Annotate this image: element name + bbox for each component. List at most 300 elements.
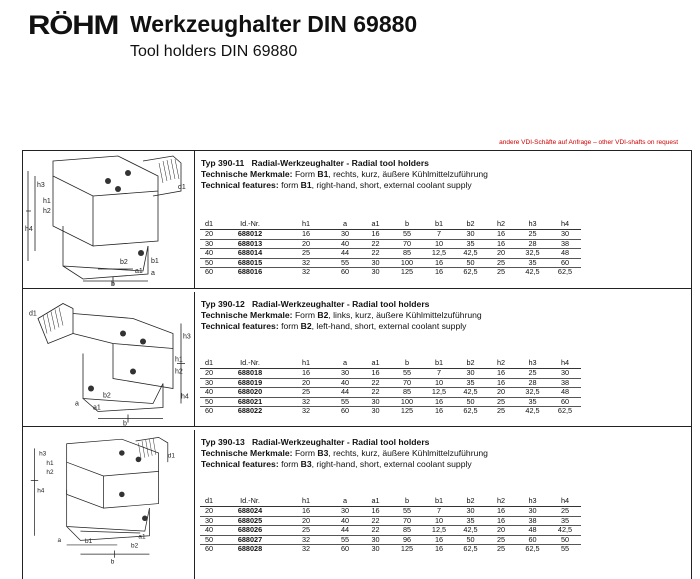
table-cell: 50 xyxy=(200,397,218,407)
id-number-cell: 688018 xyxy=(218,369,282,379)
tech-de-label: Technische Merkmale: xyxy=(201,448,293,458)
column-header-text: d1 xyxy=(204,357,214,367)
id-number-cell: 688012 xyxy=(218,230,282,240)
svg-text:h3: h3 xyxy=(37,182,45,189)
table-cell: 30 xyxy=(330,230,360,240)
table-row xyxy=(200,535,581,545)
table-cell: 16 xyxy=(423,407,455,416)
table-cell: 62,5 xyxy=(455,407,486,416)
column-header xyxy=(391,217,423,230)
type-code: Typ 390-12 xyxy=(201,299,245,309)
tech-de-label: Technische Merkmale: xyxy=(201,169,293,179)
column-header xyxy=(330,217,360,230)
type-name: Radial-Werkzeughalter - Radial tool holders xyxy=(251,158,429,168)
svg-text:h2: h2 xyxy=(175,368,183,376)
id-number-cell: 688026 xyxy=(218,526,282,536)
table-cell: 44 xyxy=(330,526,360,536)
table-cell: 35 xyxy=(516,258,549,268)
svg-text:h3: h3 xyxy=(183,333,191,341)
table-cell: 16 xyxy=(486,369,516,379)
table-cell: 25 xyxy=(486,258,516,268)
table-cell: 32 xyxy=(282,397,330,407)
table-cell: 16 xyxy=(423,545,455,554)
table-cell: 100 xyxy=(391,258,423,268)
table-cell: 12,5 xyxy=(423,388,455,398)
table-cell: 55 xyxy=(549,545,581,554)
column-header xyxy=(549,494,581,507)
column-header xyxy=(516,494,549,507)
table-row xyxy=(200,268,581,277)
column-header-text: d1 xyxy=(204,218,214,228)
table-cell: 16 xyxy=(282,230,330,240)
svg-text:h4: h4 xyxy=(37,487,45,495)
table-cell: 60 xyxy=(200,407,218,416)
table-cell: 30 xyxy=(200,239,218,249)
table-cell: 16 xyxy=(360,369,391,379)
table-cell: 42,5 xyxy=(549,526,581,536)
table-cell: 55 xyxy=(330,258,360,268)
column-header-text: b2 xyxy=(466,218,475,228)
table-cell: 55 xyxy=(391,230,423,240)
table-cell: 10 xyxy=(423,239,455,249)
table-cell: 28 xyxy=(516,378,549,388)
table-cell: 20 xyxy=(200,230,218,240)
column-header-text: a1 xyxy=(371,495,380,505)
table-cell: 10 xyxy=(423,516,455,526)
table-cell: 20 xyxy=(282,239,330,249)
table-cell: 32 xyxy=(282,535,330,545)
table-cell: 25 xyxy=(549,507,581,517)
table-cell: 48 xyxy=(549,388,581,398)
table-cell: 32 xyxy=(282,407,330,416)
tech-de-form: B3 xyxy=(317,448,329,458)
table-row xyxy=(200,230,581,240)
table-cell: 32 xyxy=(282,258,330,268)
column-header xyxy=(330,356,360,369)
table-cell: 16 xyxy=(423,258,455,268)
page-subtitle: Tool holders DIN 69880 xyxy=(130,43,298,60)
product-table-frame xyxy=(22,150,692,579)
table-cell: 55 xyxy=(391,507,423,517)
table-cell: 25 xyxy=(282,526,330,536)
table-cell: 25 xyxy=(516,369,549,379)
table-cell: 85 xyxy=(391,526,423,536)
type-code: Typ 390-11 xyxy=(201,158,245,168)
drawing-390-13 xyxy=(23,430,195,579)
table-cell: 60 xyxy=(549,397,581,407)
table-cell: 30 xyxy=(360,397,391,407)
column-header-text: h2 xyxy=(496,218,506,228)
table-row xyxy=(200,369,581,379)
table-cell: 30 xyxy=(549,369,581,379)
table-cell: 32,5 xyxy=(516,388,549,398)
table-cell: 44 xyxy=(330,249,360,259)
table-cell: 30 xyxy=(455,507,486,517)
table-cell: 16 xyxy=(486,239,516,249)
tech-de-form: B2 xyxy=(317,310,329,320)
technical-drawing-b1 xyxy=(23,151,194,288)
table-cell: 30 xyxy=(455,230,486,240)
table-cell: 40 xyxy=(200,249,218,259)
column-header xyxy=(360,217,391,230)
table-cell: 22 xyxy=(360,249,391,259)
table-cell: 60 xyxy=(516,535,549,545)
table-cell: 20 xyxy=(200,369,218,379)
table-cell: 30 xyxy=(360,535,391,545)
table-cell: 50 xyxy=(200,535,218,545)
table-cell: 30 xyxy=(330,369,360,379)
table-cell: 42,5 xyxy=(516,407,549,416)
tech-en-label: Technical features: xyxy=(201,321,279,331)
column-header xyxy=(330,494,360,507)
table-row xyxy=(200,239,581,249)
table-cell: 30 xyxy=(200,516,218,526)
table-cell: 42,5 xyxy=(455,388,486,398)
table-cell: 60 xyxy=(330,268,360,277)
table-cell: 55 xyxy=(330,397,360,407)
id-number-cell: 688015 xyxy=(218,258,282,268)
table-cell: 42,5 xyxy=(516,268,549,277)
table-cell: 12,5 xyxy=(423,526,455,536)
table-cell: 50 xyxy=(455,397,486,407)
table-cell: 40 xyxy=(330,516,360,526)
svg-text:b2: b2 xyxy=(131,542,139,550)
column-header-text: h4 xyxy=(560,357,570,367)
table-cell: 62,5 xyxy=(516,545,549,554)
table-row xyxy=(200,407,581,416)
svg-text:b2: b2 xyxy=(120,259,128,266)
table-cell: 25 xyxy=(486,407,516,416)
table-cell: 125 xyxy=(391,407,423,416)
tech-en-label: Technical features: xyxy=(201,180,279,190)
column-header xyxy=(200,356,218,369)
table-row xyxy=(200,545,581,554)
column-header-text: h3 xyxy=(528,495,537,505)
tech-en-form: B1 xyxy=(300,180,312,190)
table-row xyxy=(200,526,581,536)
table-cell: 30 xyxy=(360,268,391,277)
tech-de-form: B1 xyxy=(317,169,329,179)
column-header xyxy=(218,217,282,230)
svg-text:b2: b2 xyxy=(103,392,111,400)
table-cell: 40 xyxy=(330,378,360,388)
column-header-text: b xyxy=(404,495,410,505)
spec-table-390-13 xyxy=(200,494,581,554)
table-cell: 44 xyxy=(330,388,360,398)
table-cell: 40 xyxy=(330,239,360,249)
table-cell: 25 xyxy=(486,397,516,407)
column-header xyxy=(360,494,391,507)
column-header xyxy=(455,494,486,507)
id-number-cell: 688016 xyxy=(218,268,282,277)
table-row xyxy=(200,397,581,407)
column-header-text: h1 xyxy=(301,218,311,228)
table-cell: 32 xyxy=(282,268,330,277)
tech-de-pre: Form xyxy=(294,448,318,458)
svg-text:a1: a1 xyxy=(93,404,101,412)
table-cell: 22 xyxy=(360,239,391,249)
column-header-text: a xyxy=(342,218,348,228)
table-cell: 20 xyxy=(486,526,516,536)
column-header-text: h1 xyxy=(301,495,311,505)
column-header-text: Id.-Nr. xyxy=(240,357,260,367)
table-cell: 100 xyxy=(391,397,423,407)
table-header-row xyxy=(200,356,581,369)
tech-en-rest: , right-hand, short, external coolant supply xyxy=(311,459,472,469)
table-cell: 42,5 xyxy=(455,249,486,259)
table-cell: 22 xyxy=(360,388,391,398)
table-cell: 96 xyxy=(391,535,423,545)
table-cell: 70 xyxy=(391,516,423,526)
table-cell: 85 xyxy=(391,249,423,259)
table-cell: 62,5 xyxy=(455,545,486,554)
svg-text:d1: d1 xyxy=(167,452,175,460)
column-header-text: d1 xyxy=(204,495,214,505)
drawing-390-11 xyxy=(23,151,195,288)
type-name: Radial-Werkzeughalter - Radial tool holders xyxy=(251,437,430,447)
table-row xyxy=(200,249,581,259)
column-header xyxy=(455,217,486,230)
table-cell: 7 xyxy=(423,369,455,379)
table-cell: 35 xyxy=(516,397,549,407)
tech-de-rest: , rechts, kurz, äußere Kühlmittelzuführung xyxy=(328,448,488,458)
table-cell: 7 xyxy=(423,230,455,240)
table-cell: 30 xyxy=(360,545,391,554)
tech-de-rest: , rechts, kurz, äußere Kühlmittelzuführung xyxy=(328,169,488,179)
column-header-text: a xyxy=(342,495,348,505)
svg-text:h1: h1 xyxy=(46,459,54,467)
table-cell: 50 xyxy=(200,258,218,268)
section-390-12 xyxy=(23,292,691,427)
svg-text:a: a xyxy=(57,537,62,545)
column-header xyxy=(282,356,330,369)
column-header xyxy=(360,356,391,369)
svg-text:a: a xyxy=(75,400,79,408)
table-cell: 16 xyxy=(360,230,391,240)
tech-en-form: B2 xyxy=(300,321,312,331)
technical-drawing-b3 xyxy=(23,430,194,567)
table-cell: 16 xyxy=(423,268,455,277)
column-header-text: Id.-Nr. xyxy=(240,495,260,505)
column-header xyxy=(486,494,516,507)
table-cell: 20 xyxy=(486,388,516,398)
svg-text:b1: b1 xyxy=(151,258,159,265)
column-header xyxy=(455,356,486,369)
svg-text:b: b xyxy=(110,558,115,566)
tech-en-label: Technical features: xyxy=(201,459,279,469)
id-number-cell: 688014 xyxy=(218,249,282,259)
table-cell: 60 xyxy=(200,268,218,277)
table-cell: 125 xyxy=(391,545,423,554)
table-header-row xyxy=(200,217,581,230)
column-header xyxy=(549,356,581,369)
table-cell: 10 xyxy=(423,378,455,388)
logo: RÖHM xyxy=(28,10,119,40)
column-header-text: b1 xyxy=(434,357,444,367)
table-cell: 50 xyxy=(455,258,486,268)
table-cell: 48 xyxy=(516,526,549,536)
column-header xyxy=(282,217,330,230)
svg-text:h2: h2 xyxy=(43,208,51,215)
table-cell: 60 xyxy=(200,545,218,554)
table-cell: 55 xyxy=(330,535,360,545)
column-header xyxy=(486,217,516,230)
table-cell: 62,5 xyxy=(549,407,581,416)
table-cell: 32,5 xyxy=(516,249,549,259)
column-header xyxy=(218,356,282,369)
column-header xyxy=(391,356,423,369)
note-other-shafts: andere VDI-Schäfte auf Anfrage – other VDI-shafts on request xyxy=(499,139,678,146)
column-header-text: h3 xyxy=(528,357,537,367)
section-390-13 xyxy=(23,430,691,579)
table-cell: 62,5 xyxy=(455,268,486,277)
table-cell: 20 xyxy=(200,507,218,517)
id-number-cell: 688025 xyxy=(218,516,282,526)
svg-text:h4: h4 xyxy=(181,393,189,401)
tech-en-rest: , right-hand, short, external coolant supply xyxy=(311,180,472,190)
svg-text:a1: a1 xyxy=(138,533,146,541)
table-cell: 35 xyxy=(549,516,581,526)
column-header xyxy=(549,217,581,230)
table-cell: 16 xyxy=(486,378,516,388)
table-cell: 70 xyxy=(391,239,423,249)
column-header-text: b xyxy=(404,218,410,228)
table-cell: 16 xyxy=(360,507,391,517)
table-cell: 35 xyxy=(455,378,486,388)
table-cell: 25 xyxy=(282,249,330,259)
table-cell: 40 xyxy=(200,388,218,398)
svg-text:a1: a1 xyxy=(135,268,143,275)
table-cell: 32 xyxy=(282,545,330,554)
column-header-text: h4 xyxy=(560,495,570,505)
column-header-text: a xyxy=(342,357,348,367)
table-cell: 22 xyxy=(360,516,391,526)
table-cell: 85 xyxy=(391,388,423,398)
table-cell: 125 xyxy=(391,268,423,277)
column-header-text: h3 xyxy=(528,218,537,228)
table-cell: 16 xyxy=(486,507,516,517)
svg-text:a: a xyxy=(151,270,155,277)
id-number-cell: 688019 xyxy=(218,378,282,388)
id-number-cell: 688020 xyxy=(218,388,282,398)
table-cell: 60 xyxy=(549,258,581,268)
table-cell: 16 xyxy=(486,516,516,526)
table-row xyxy=(200,258,581,268)
table-cell: 16 xyxy=(423,397,455,407)
table-cell: 22 xyxy=(360,378,391,388)
tech-en-rest: , left-hand, short, external coolant supply xyxy=(311,321,467,331)
table-cell: 25 xyxy=(486,268,516,277)
section-info xyxy=(201,158,488,191)
table-cell: 20 xyxy=(282,378,330,388)
table-cell: 12,5 xyxy=(423,249,455,259)
table-cell: 30 xyxy=(516,507,549,517)
table-cell: 50 xyxy=(455,535,486,545)
svg-text:h4: h4 xyxy=(25,226,33,233)
id-number-cell: 688013 xyxy=(218,239,282,249)
table-cell: 22 xyxy=(360,526,391,536)
column-header-text: h4 xyxy=(560,218,570,228)
column-header xyxy=(423,217,455,230)
table-cell: 30 xyxy=(330,507,360,517)
table-cell: 38 xyxy=(516,516,549,526)
drawing-390-12 xyxy=(23,292,195,426)
table-row xyxy=(200,507,581,517)
column-header xyxy=(423,494,455,507)
tech-de-label: Technische Merkmale: xyxy=(201,310,293,320)
id-number-cell: 688022 xyxy=(218,407,282,416)
table-cell: 25 xyxy=(282,388,330,398)
table-cell: 30 xyxy=(360,407,391,416)
id-number-cell: 688021 xyxy=(218,397,282,407)
table-cell: 38 xyxy=(549,378,581,388)
svg-text:h3: h3 xyxy=(39,450,47,458)
svg-text:h1: h1 xyxy=(43,198,51,205)
table-cell: 62,5 xyxy=(549,268,581,277)
type-name: Radial-Werkzeughalter - Radial tool holders xyxy=(251,299,430,309)
svg-text:b1: b1 xyxy=(85,538,93,546)
column-header-text: b2 xyxy=(466,495,475,505)
svg-text:h1: h1 xyxy=(175,356,183,364)
table-cell: 7 xyxy=(423,507,455,517)
tech-en-pre: form xyxy=(281,180,301,190)
table-row xyxy=(200,388,581,398)
spec-table-390-12 xyxy=(200,356,581,416)
page-title: Werkzeughalter DIN 69880 xyxy=(130,11,418,37)
column-header-text: Id.-Nr. xyxy=(240,218,260,228)
column-header xyxy=(516,356,549,369)
column-header xyxy=(486,356,516,369)
column-header-text: a1 xyxy=(371,218,380,228)
table-cell: 35 xyxy=(455,516,486,526)
table-cell: 60 xyxy=(330,545,360,554)
tech-de-rest: , links, kurz, äußere Kühlmittelzuführung xyxy=(328,310,482,320)
column-header-text: b xyxy=(404,357,410,367)
table-cell: 25 xyxy=(486,535,516,545)
table-row xyxy=(200,516,581,526)
table-cell: 30 xyxy=(549,230,581,240)
column-header xyxy=(218,494,282,507)
column-header-text: b1 xyxy=(434,218,444,228)
column-header xyxy=(282,494,330,507)
svg-text:b: b xyxy=(123,420,127,428)
type-code: Typ 390-13 xyxy=(201,437,245,447)
table-cell: 40 xyxy=(200,526,218,536)
table-cell: 20 xyxy=(486,249,516,259)
table-cell: 60 xyxy=(330,407,360,416)
id-number-cell: 688027 xyxy=(218,535,282,545)
table-cell: 70 xyxy=(391,378,423,388)
column-header-text: b1 xyxy=(434,495,444,505)
section-info xyxy=(201,437,488,470)
table-cell: 55 xyxy=(391,369,423,379)
table-cell: 16 xyxy=(486,230,516,240)
column-header xyxy=(391,494,423,507)
id-number-cell: 688028 xyxy=(218,545,282,554)
table-cell: 25 xyxy=(486,545,516,554)
spec-table-390-11 xyxy=(200,217,581,277)
section-info xyxy=(201,299,482,332)
column-header xyxy=(516,217,549,230)
svg-text:h2: h2 xyxy=(46,469,54,477)
svg-text:d1: d1 xyxy=(178,184,186,191)
tech-en-pre: form xyxy=(281,321,301,331)
id-number-cell: 688024 xyxy=(218,507,282,517)
column-header-text: b2 xyxy=(466,357,475,367)
svg-text:b: b xyxy=(111,281,115,288)
column-header-text: h2 xyxy=(496,357,506,367)
table-cell: 35 xyxy=(455,239,486,249)
